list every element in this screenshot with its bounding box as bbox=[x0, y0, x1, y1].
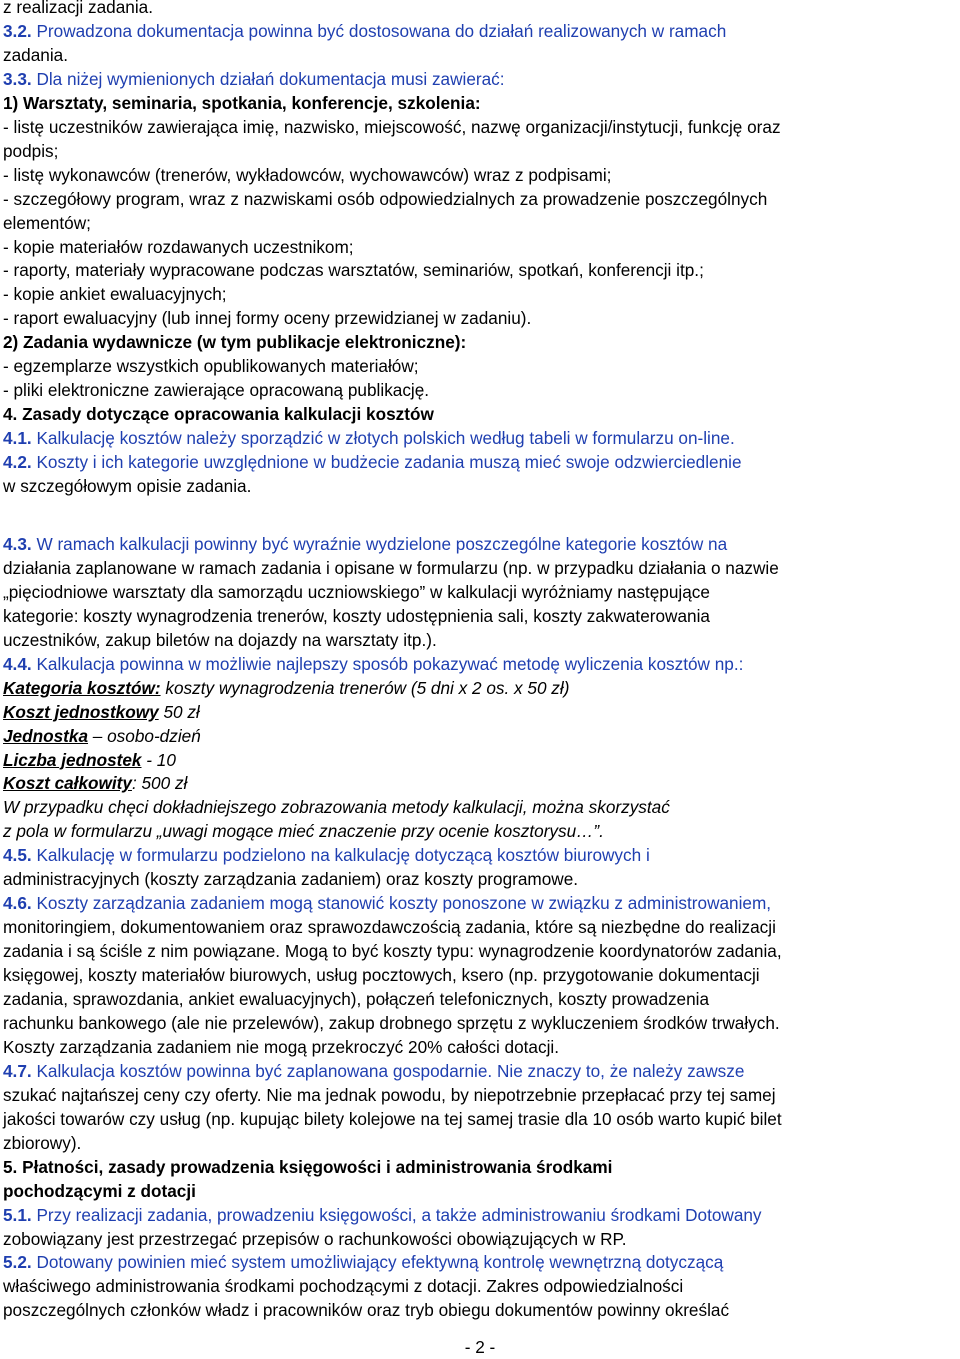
cost-label: Koszt całkowity bbox=[3, 773, 132, 794]
text-line bbox=[3, 188, 767, 211]
cost-value: : 500 zł bbox=[131, 773, 188, 794]
text-line bbox=[3, 283, 227, 306]
paragraph-text: zadania, sprawozdania, ankiet ewaluacyjnych), połączeń telefonicznych, koszty prowadzenia bbox=[3, 989, 710, 1009]
section-number: 4.6. bbox=[3, 893, 32, 914]
paragraph-text: - listę wykonawców (trenerów, wykładowców, wychowawców) wraz z podpisami; bbox=[3, 164, 612, 185]
text-line bbox=[3, 259, 704, 282]
text-line bbox=[3, 820, 604, 843]
paragraph-text: Dla niżej wymienionych działań dokumentacja musi zawierać: bbox=[36, 68, 505, 89]
paragraph-text: jakości towarów czy usług (np. kupując bilety kolejowe na tej samej trasie dla 10 osób warto kupić bilet bbox=[3, 1108, 782, 1129]
text-line bbox=[3, 0, 153, 19]
paragraph-text: zadania i są ściśle z nim powiązane. Mogą to być koszty typu: wynagrodzenie koordynatorów zadania, bbox=[3, 941, 782, 962]
text-line bbox=[3, 1060, 744, 1083]
paragraph-text: Kalkulację kosztów należy sporządzić w złotych polskich według tabeli w formularzu on-line. bbox=[36, 428, 735, 449]
text-line bbox=[3, 379, 429, 402]
text-line bbox=[3, 1180, 196, 1203]
text-line bbox=[3, 629, 437, 652]
text-line bbox=[3, 772, 187, 795]
text-line bbox=[3, 988, 709, 1011]
paragraph-text: Dotowany powinien mieć system umożliwiający efektywną kontrolę wewnętrzną dotyczącą bbox=[36, 1252, 724, 1273]
section-heading: 5. Płatności, zasady prowadzenia księgowości i administrowania środkami bbox=[3, 1156, 613, 1177]
text-line bbox=[3, 940, 782, 963]
text-line bbox=[3, 557, 779, 580]
text-line bbox=[3, 212, 91, 235]
paragraph-text: w szczegółowym opisie zadania. bbox=[3, 476, 252, 496]
section-heading: 4. Zasady dotyczące opracowania kalkulacji kosztów bbox=[3, 404, 434, 425]
text-line bbox=[3, 355, 419, 378]
text-line bbox=[3, 68, 505, 91]
paragraph-text: - raport ewaluacyjny (lub innej formy oceny przewidzianej w zadaniu). bbox=[3, 308, 532, 329]
text-line bbox=[3, 1299, 729, 1322]
section-number: 4.2. bbox=[3, 452, 32, 473]
paragraph-text: Kalkulacja kosztów powinna być zaplanowana gospodarnie. Nie znaczy to, że należy zawsze bbox=[36, 1060, 745, 1081]
text-line bbox=[3, 581, 710, 604]
paragraph-text: Kalkulację w formularzu podzielono na kalkulację dotyczącą kosztów biurowych i bbox=[36, 845, 650, 866]
paragraph-text: - listę uczestników zawierająca imię, nazwisko, miejscowość, nazwę organizacji/instytucji, funkcję oraz bbox=[3, 116, 781, 137]
paragraph-text: - szczegółowy program, wraz z nazwiskami osób odpowiedzialnych za prowadzenie poszczególnych bbox=[3, 188, 768, 209]
section-number: 4.7. bbox=[3, 1060, 32, 1081]
text-line bbox=[3, 605, 710, 628]
text-line bbox=[3, 140, 58, 163]
text-line bbox=[3, 964, 760, 987]
text-line bbox=[3, 475, 251, 498]
text-line bbox=[3, 236, 354, 259]
text-line bbox=[3, 403, 434, 426]
paragraph-text: - egzemplarze wszystkich opublikowanych materiałów; bbox=[3, 356, 419, 377]
paragraph-text: Koszty zarządzania zadaniem nie mogą przekroczyć 20% całości dotacji. bbox=[3, 1036, 559, 1057]
paragraph-text: zbiorowy). bbox=[3, 1132, 82, 1153]
paragraph-text: administracyjnych (koszty zarządzania zadaniem) oraz koszty programowe. bbox=[3, 869, 579, 890]
text-line bbox=[3, 20, 726, 43]
section-heading: pochodzącymi z dotacji bbox=[3, 1180, 196, 1201]
paragraph-text: kategorie: koszty wynagrodzenia trenerów, koszty udostępnienia sali, koszty zakwaterowania bbox=[3, 605, 710, 626]
section-number: 3.3. bbox=[3, 68, 32, 89]
paragraph-text: Koszty zarządzania zadaniem mogą stanowić koszty ponoszone w związku z administrowaniem, bbox=[36, 893, 772, 914]
paragraph-text: podpis; bbox=[3, 140, 59, 161]
text-line bbox=[3, 1251, 723, 1274]
paragraph-text: zadania. bbox=[3, 44, 68, 65]
text-line bbox=[3, 892, 771, 915]
text-line bbox=[3, 653, 743, 676]
paragraph-text: - kopie ankiet ewaluacyjnych; bbox=[3, 284, 227, 305]
paragraph-text: zobowiązany jest przestrzegać przepisów o rachunkowości obowiązujących w RP. bbox=[3, 1228, 627, 1249]
paragraph-text: - pliki elektroniczne zawierające opracowaną publikację. bbox=[3, 380, 430, 401]
paragraph-text: z pola w formularzu „uwagi mogące mieć znaczenie przy ocenie kosztorysu…”. bbox=[3, 821, 604, 842]
paragraph-text: uczestników, zakup biletów na dojazdy na warsztaty itp.). bbox=[3, 629, 437, 650]
text-line bbox=[3, 1275, 683, 1298]
text-line bbox=[3, 844, 650, 867]
cost-label: Kategoria kosztów: bbox=[3, 677, 161, 698]
section-number: 4.4. bbox=[3, 653, 32, 674]
cost-value: koszty wynagrodzenia trenerów (5 dni x 2 os. x 50 zł) bbox=[160, 677, 570, 698]
paragraph-text: Przy realizacji zadania, prowadzeniu księgowości, a także administrowaniu środkami Dotowany bbox=[36, 1204, 762, 1225]
section-number: 4.5. bbox=[3, 845, 32, 866]
paragraph-text: elementów; bbox=[3, 212, 91, 233]
text-line bbox=[3, 1012, 780, 1035]
text-line bbox=[3, 164, 611, 187]
text-line bbox=[3, 868, 578, 891]
paragraph-text: księgowej, koszty materiałów biurowych, usług pocztowych, ksero (np. przygotowanie dokumentacji bbox=[3, 965, 760, 986]
paragraph-text: działania zaplanowane w ramach zadania i opisane w formularzu (np. w przypadku działania o nazwie bbox=[3, 557, 779, 578]
paragraph-text: „pięciodniowe warsztaty dla samorządu uczniowskiego” w kalkulacji wyróżniamy następujące bbox=[3, 581, 710, 602]
section-number: 5.1. bbox=[3, 1204, 32, 1225]
subsection-heading: 2) Zadania wydawnicze (w tym publikacje elektroniczne): bbox=[3, 332, 467, 353]
text-line bbox=[3, 451, 742, 474]
text-line bbox=[3, 916, 776, 939]
text-line bbox=[3, 725, 201, 748]
paragraph-text: poszczególnych członków władz i pracowników oraz tryb obiegu dokumentów powinny określać bbox=[3, 1300, 730, 1321]
text-line bbox=[3, 749, 176, 772]
cost-value: 50 zł bbox=[158, 701, 200, 722]
paragraph-text: z realizacji zadania. bbox=[3, 0, 153, 17]
text-line bbox=[3, 1084, 776, 1107]
text-line bbox=[3, 44, 68, 67]
paragraph-text: monitoringiem, dokumentowaniem oraz sprawozdawczością zadania, które są niezbędne do realizacji bbox=[3, 917, 776, 938]
text-line bbox=[3, 1036, 559, 1059]
paragraph-text: - raporty, materiały wypracowane podczas warsztatów, seminariów, spotkań, konferencji itp.; bbox=[3, 260, 704, 281]
text-line bbox=[3, 1228, 627, 1251]
text-line bbox=[3, 1132, 81, 1155]
paragraph-text: W przypadku chęci dokładniejszego zobrazowania metody kalkulacji, można skorzystać bbox=[3, 797, 670, 818]
text-line bbox=[3, 92, 481, 115]
text-line bbox=[3, 331, 466, 354]
text-line bbox=[3, 796, 670, 819]
cost-label: Liczba jednostek bbox=[3, 749, 142, 770]
paragraph-text: - kopie materiałów rozdawanych uczestnikom; bbox=[3, 236, 354, 257]
paragraph-text: właściwego administrowania środkami pochodzącymi z dotacji. Zakres odpowiedzialności bbox=[3, 1276, 684, 1297]
cost-value: – osobo-dzień bbox=[88, 725, 201, 746]
paragraph-text: Prowadzona dokumentacja powinna być dostosowana do działań realizowanych w ramach bbox=[36, 20, 727, 41]
text-line bbox=[3, 116, 781, 139]
text-line bbox=[3, 307, 531, 330]
cost-label: Jednostka bbox=[3, 725, 89, 746]
text-line bbox=[3, 427, 735, 450]
paragraph-text: Koszty i ich kategorie uwzględnione w budżecie zadania muszą mieć swoje odzwierciedlenie bbox=[36, 452, 742, 473]
section-number: 4.3. bbox=[3, 533, 32, 554]
text-line bbox=[3, 533, 727, 556]
text-line bbox=[3, 677, 569, 700]
paragraph-text: rachunku bankowego (ale nie przelewów), zakup drobnego sprzętu z wykluczeniem środków trwałych. bbox=[3, 1012, 780, 1033]
cost-label: Koszt jednostkowy bbox=[3, 701, 159, 722]
page-number: - 2 - bbox=[464, 1337, 496, 1357]
text-line bbox=[3, 1204, 762, 1227]
text-line bbox=[3, 701, 200, 724]
cost-value: - 10 bbox=[141, 749, 176, 770]
text-line bbox=[3, 1156, 612, 1179]
section-number: 4.1. bbox=[3, 428, 32, 449]
paragraph-text: szukać najtańszej ceny czy oferty. Nie ma jednak powodu, by niepotrzebnie przepłacać przy tej samej bbox=[3, 1084, 776, 1105]
paragraph-text: W ramach kalkulacji powinny być wyraźnie wydzielone poszczególne kategorie kosztów na bbox=[36, 533, 728, 554]
paragraph-text: Kalkulacja powinna w możliwie najlepszy sposób pokazywać metodę wyliczenia kosztów np.: bbox=[36, 653, 744, 674]
subsection-heading: 1) Warsztaty, seminaria, spotkania, konferencje, szkolenia: bbox=[3, 92, 481, 113]
section-number: 3.2. bbox=[3, 20, 32, 41]
text-line bbox=[3, 1108, 782, 1131]
section-number: 5.2. bbox=[3, 1252, 32, 1273]
